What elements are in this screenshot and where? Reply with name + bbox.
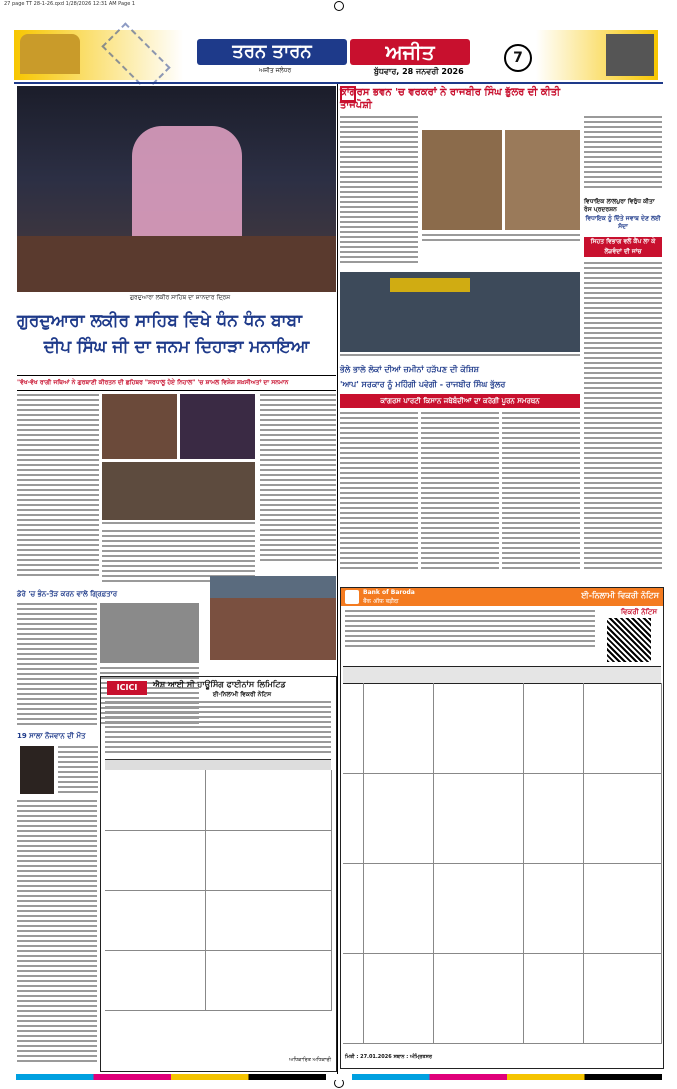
- masthead-photo-strip: [14, 30, 192, 80]
- bob-title: ਈ-ਨਿਲਾਮੀ ਵਿਕਰੀ ਨੋਟਿਸ: [581, 591, 659, 600]
- table-cell: [343, 953, 364, 1044]
- bob-ad: [340, 587, 664, 1069]
- body-column: [502, 412, 580, 572]
- masthead: [14, 30, 663, 84]
- bob-intro: [345, 610, 595, 650]
- event-photo-2: [210, 598, 336, 660]
- photo-caption-4: [340, 354, 580, 359]
- icici-table-header: [105, 760, 331, 770]
- right-headline: ਕਾਂਗਰਸ ਭਵਨ 'ਚ ਵਰਕਰਾਂ ਨੇ ਰਾਜਬੀਰ ਸਿੰਘ ਭੁੱਲਰ ਦੀ ਕੀਤੀ ਤਾਜਪੋਸ਼ੀ: [340, 87, 561, 111]
- group-photo: [340, 272, 580, 352]
- registration-mark: [334, 1, 344, 11]
- quote-line-1: ਭੋਲੇ ਭਾਲੇ ਲੋਕਾਂ ਦੀਆਂ ਜ਼ਮੀਨਾਂ ਹੜੱਪਣ ਦੀ ਕੋਸ਼ਿਸ਼: [340, 365, 480, 374]
- banner-in-photo: [390, 278, 470, 292]
- shop-photo: [100, 603, 199, 663]
- table-cell: [105, 770, 206, 831]
- table-cell: [583, 683, 662, 774]
- table-cell: [433, 953, 524, 1044]
- table-cell: [105, 950, 206, 1011]
- qr-code-icon: [607, 618, 651, 662]
- slug-line: 27 page TT 28-1-26.qxd 1/28/2026 12:31 AM Page 1: [4, 1, 136, 7]
- bob-table-header: [343, 667, 661, 684]
- table-cell: [205, 950, 332, 1011]
- kirtan-photo: [102, 394, 177, 459]
- body-column: [421, 412, 499, 572]
- issue-date: ਬੁੱਧਵਾਰ, 28 ਜਨਵਰੀ 2026: [374, 67, 464, 76]
- table-cell: [523, 773, 584, 864]
- table-cell: [205, 770, 332, 831]
- icici-sign: ਅਧਿਕਾਰਿਤ ਅਧਿਕਾਰੀ: [289, 1057, 331, 1063]
- ornament-icon: [101, 22, 170, 91]
- table-cell: [523, 683, 584, 774]
- sangat-photo: [102, 462, 255, 520]
- table-cell: [583, 773, 662, 864]
- page-number-badge: [504, 44, 532, 72]
- table-cell: [523, 863, 584, 954]
- body-column: [17, 394, 99, 582]
- table-cell: [583, 953, 662, 1044]
- table-cell: [205, 890, 332, 951]
- sidebar-headline-2: ਵਿਧਾਇਕ ਨੂੰ ਦਿੱਤੇ ਜਵਾਬ ਦੇਣ ਲਈ ਸੱਦਾ: [585, 215, 661, 230]
- table-cell: [343, 863, 364, 954]
- bob-bank-name: Bank of Baroda: [363, 589, 415, 596]
- headline-line-1: ਗੁਰਦੁਆਰਾ ਲਕੀਰ ਸਾਹਿਬ ਵਿਖੇ ਧੰਨ ਧੰਨ ਬਾਬਾ: [17, 311, 302, 331]
- obit-headline: 19 ਸਾਲਾ ਨੌਜਵਾਨ ਦੀ ਮੌਤ: [17, 732, 86, 740]
- gathering-photo-2: [505, 130, 580, 230]
- body-column: [584, 262, 662, 572]
- table-cell: [363, 953, 434, 1044]
- icici-title: ਐਸ਼ ਆਈ ਸੀ ਹਾਊਸਿੰਗ ਫਾਈਨਾਂਸ ਲਿਮਿਟਿਡ: [153, 680, 286, 689]
- bob-footer: ਮਿਤੀ : 27.01.2026 ਸਥਾਨ : ਅੰਮ੍ਰਿਤਸਰ: [345, 1054, 432, 1060]
- stage-photo: [180, 394, 255, 459]
- paper-name: ਅਜੀਤ: [385, 40, 435, 64]
- icici-logo: ICICI: [107, 681, 147, 695]
- table-cell: [343, 773, 364, 864]
- table-cell: [343, 683, 364, 774]
- column-rule: [337, 84, 338, 1074]
- page-number: 7: [513, 50, 523, 66]
- body-column: [340, 116, 418, 266]
- gurdwara-photo: [17, 86, 336, 292]
- body-column: [340, 412, 418, 572]
- icici-table: [105, 759, 331, 1056]
- table-cell: [523, 953, 584, 1044]
- gurdwara-illustration: [20, 34, 80, 74]
- table-cell: [433, 773, 524, 864]
- icici-body: [105, 701, 331, 757]
- building-photo: [606, 34, 654, 76]
- color-bar: [16, 1074, 662, 1080]
- photo-caption: ਗੁਰਦੁਆਰਾ ਲਕੀਰ ਸਾਹਿਬ ਦਾ ਸ਼ਾਨਦਾਰ ਦ੍ਰਿਸ਼: [129, 294, 231, 301]
- body-column: [260, 394, 336, 569]
- body-column: [584, 116, 662, 196]
- bob-bank-name-hi: बैंक ऑफ़ बड़ौदा: [363, 598, 399, 605]
- red-box: [584, 237, 662, 257]
- masthead-right-strip: [536, 30, 658, 80]
- illuminated-gurdwara: [132, 126, 242, 236]
- icici-ad: [100, 676, 337, 1072]
- headline-line-2: ਦੀਪ ਸਿੰਘ ਜੀ ਦਾ ਜਨਮ ਦਿਹਾੜਾ ਮਨਾਇਆ: [43, 337, 310, 357]
- table-cell: [363, 773, 434, 864]
- bob-header: [341, 588, 663, 606]
- table-cell: [105, 830, 206, 891]
- table-cell: [433, 863, 524, 954]
- crime-headline: ਡੇਰੇ 'ਚ ਭੰਨ-ਤੋੜ ਕਰਨ ਵਾਲੇ ਗ੍ਰਿਫ਼ਤਾਰ: [17, 590, 118, 598]
- bob-table: [343, 666, 661, 1047]
- icici-subtitle: ਈ-ਨਿਲਾਮੀ ਵਿਕਰੀ ਨੋਟਿਸ: [212, 691, 272, 698]
- crowd: [17, 236, 336, 292]
- table-cell: [583, 863, 662, 954]
- city-name: ਤਰਨ ਤਾਰਨ: [232, 41, 312, 62]
- city-banner: [197, 39, 347, 65]
- paper-banner: [350, 39, 470, 65]
- sub-title: ਅਜੀਤ ਜਲੰਧਰ: [259, 67, 292, 74]
- table-cell: [205, 830, 332, 891]
- bob-logo-icon: [345, 590, 359, 604]
- body-column: [17, 800, 97, 1070]
- red-box-text: ਸਿਹਤ ਵਿਭਾਗ ਵਲੋਂ ਕੈਂਪ ਲਾ ਕੇ ਲੋੜਵੰਦਾਂ ਦੀ ਜਾਂਚ: [590, 238, 656, 255]
- table-cell: [363, 683, 434, 774]
- body-column: [58, 746, 98, 796]
- table-cell: [105, 890, 206, 951]
- photo-caption-3: [422, 234, 580, 244]
- deck-text: "ਵੱਖ-ਵੱਖ ਰਾਗੀ ਜਥਿਆਂ ਨੇ ਗੁਰਬਾਣੀ ਕੀਰਤਨ ਦੀ ਛਹਿਬਰ "ਸ਼ਰਧਾਲੂ ਹੋਏ ਨਿਹਾਲ" 'ਚ ਸ਼ਾਮਲ ਵਿਸ਼ੇਸ਼ ਸ਼ਖ਼ਸੀਅਤਾਂ ਦਾ ਸਨਮਾਨ: [17, 379, 289, 386]
- table-cell: [363, 863, 434, 954]
- bob-notice-tag: ਵਿਕਰੀ ਨੋਟਿਸ: [620, 608, 657, 616]
- body-column: [17, 603, 97, 728]
- sidebar-headline: ਵਿਧਾਇਕ ਲਾਲਪੁਰਾ ਵਿਰੁੱਧ ਕੀਤਾ ਰੋਸ ਪ੍ਰਦਰਸ਼ਨ: [584, 198, 655, 213]
- red-bar: [340, 394, 580, 408]
- quote-line-2: 'ਆਪ' ਸਰਕਾਰ ਨੂੰ ਮਹਿੰਗੀ ਪਵੇਗੀ - ਰਾਜਬੀਰ ਸਿੰਘ ਭੁੱਲਰ: [340, 380, 506, 389]
- gathering-photo: [422, 130, 502, 230]
- portrait-photo: [20, 746, 54, 794]
- photo-caption-2: [102, 522, 255, 527]
- table-cell: [433, 683, 524, 774]
- red-bar-text: ਕਾਂਗਰਸ ਪਾਰਟੀ ਕਿਸਾਨ ਜਥੇਬੰਦੀਆਂ ਦਾ ਕਰੇਗੀ ਪੂਰਨ ਸਮਰਥਨ: [380, 397, 540, 405]
- deck-band: [17, 375, 336, 391]
